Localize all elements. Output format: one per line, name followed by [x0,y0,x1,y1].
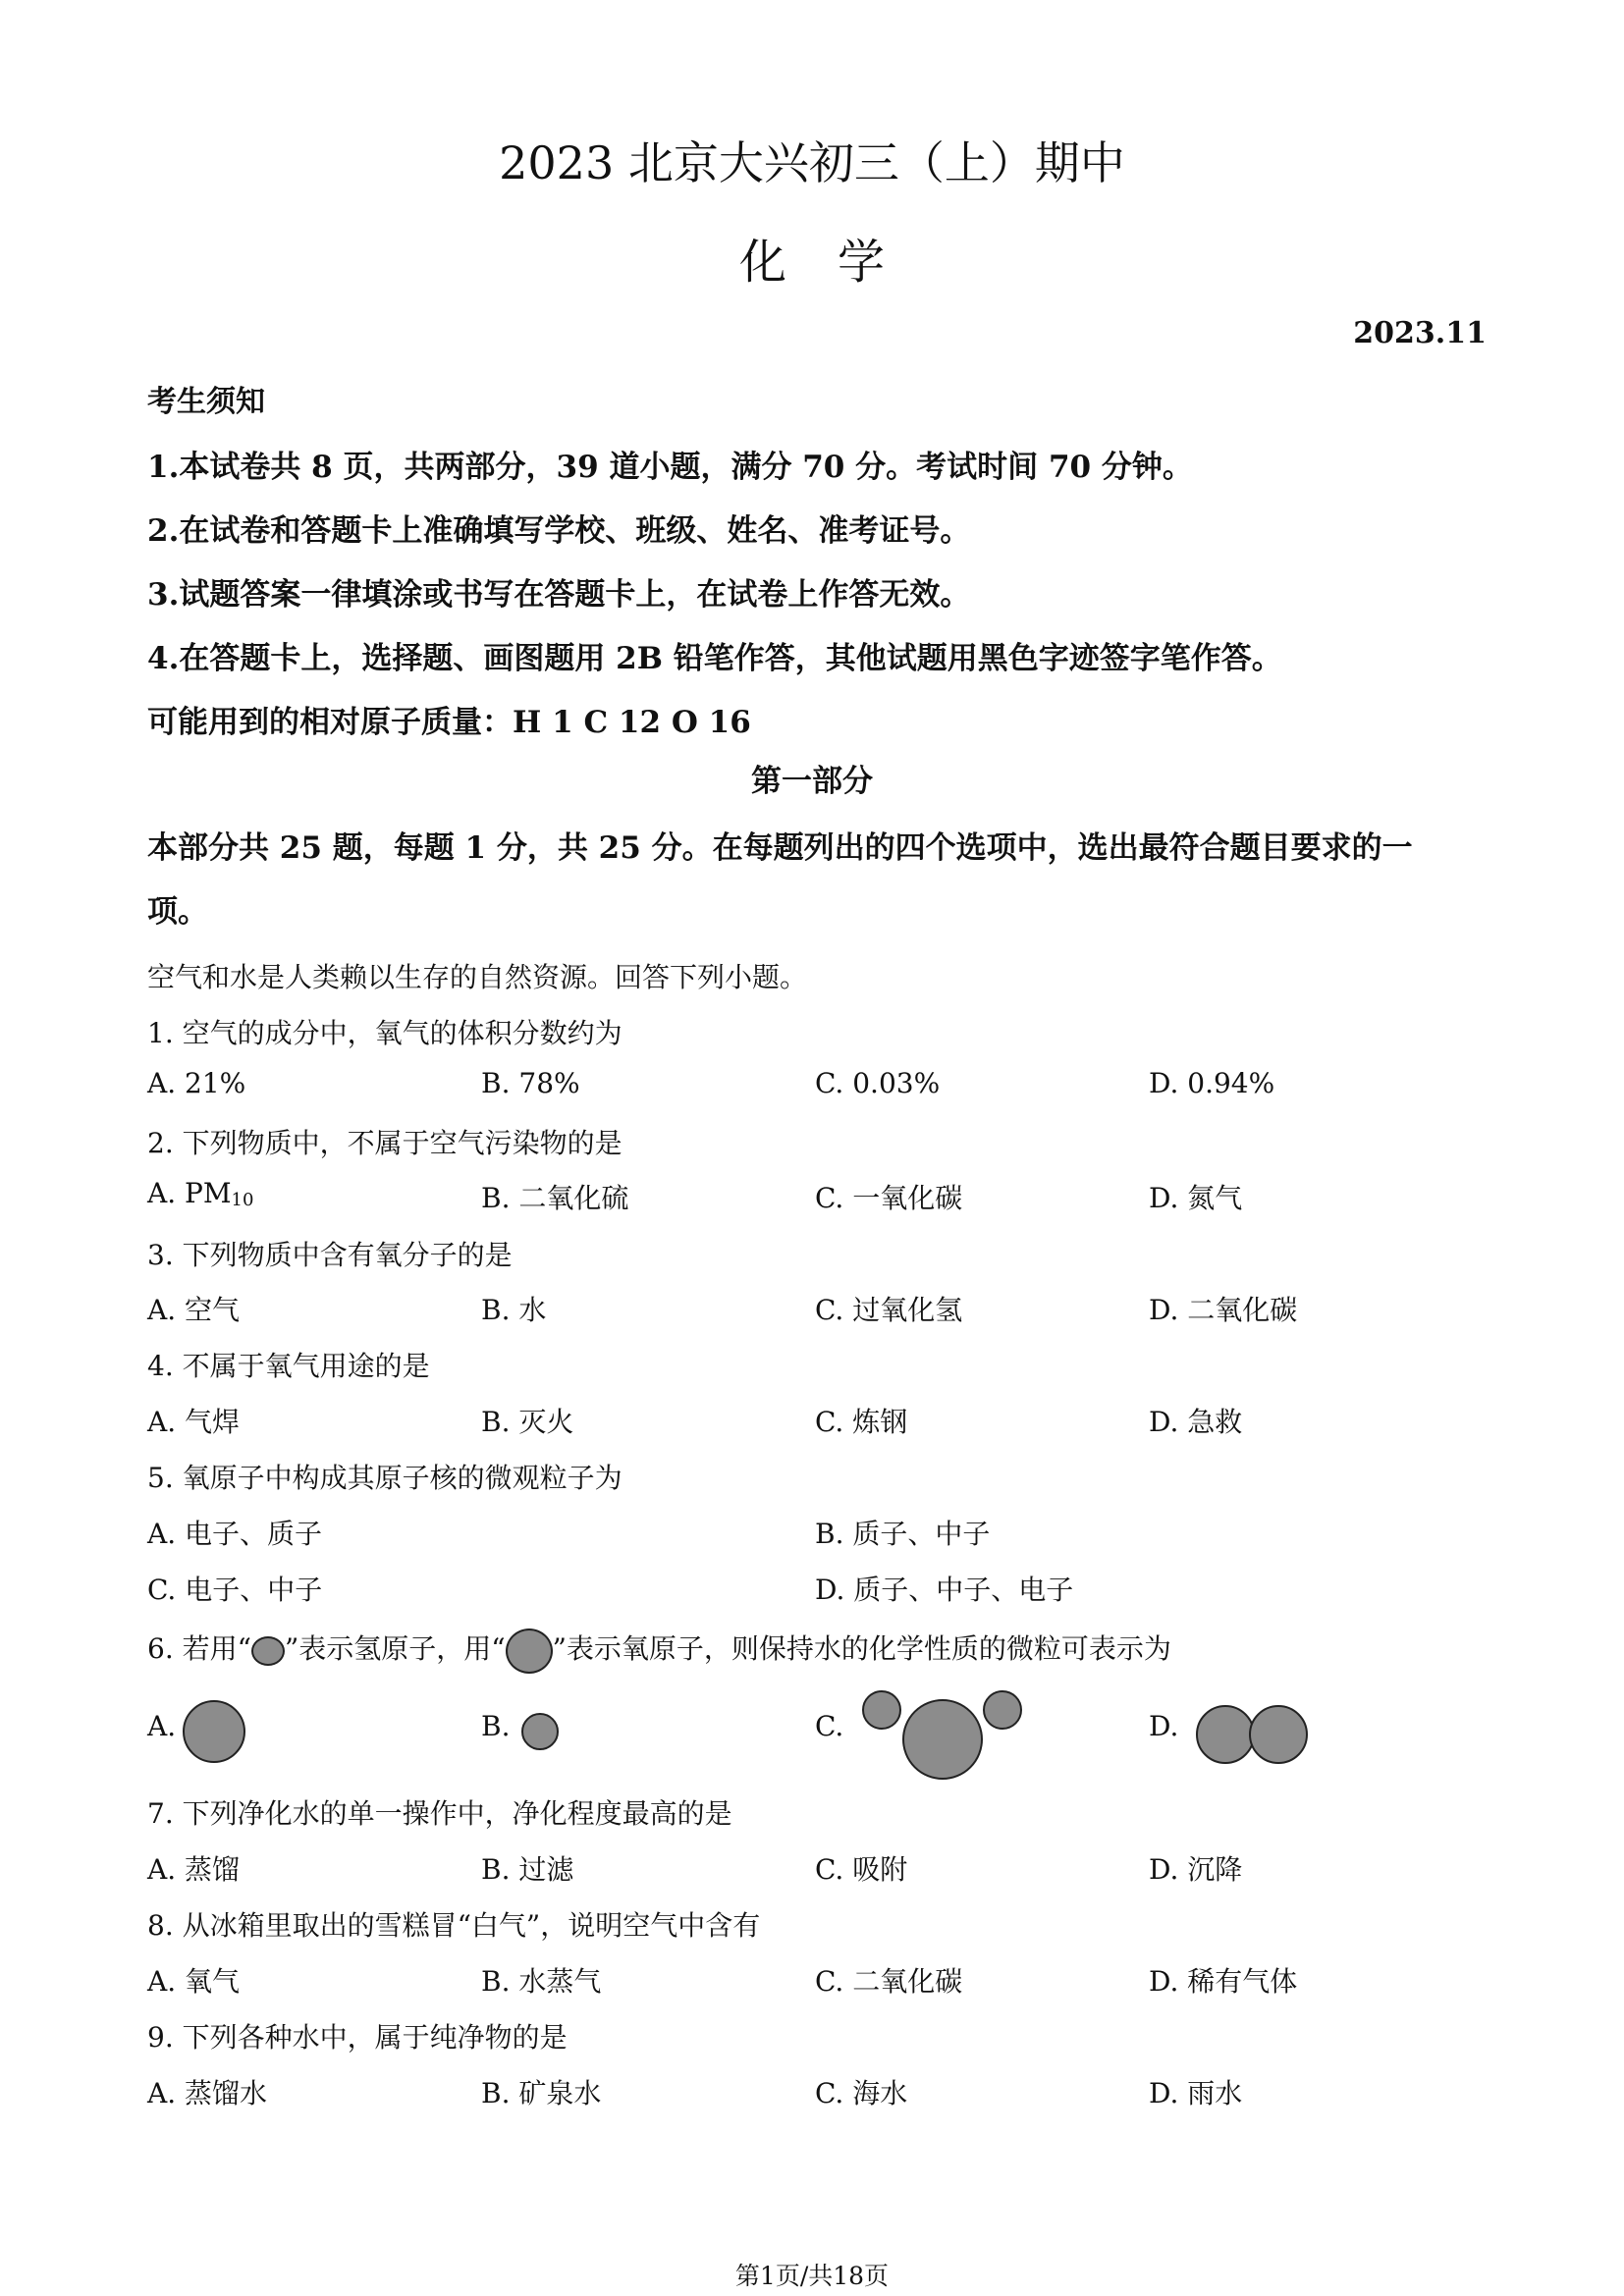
exam-title: 2023 北京大兴初三（上）期中 [499,136,1125,189]
question-8-option-b: B. 水蒸气 [481,1965,602,1998]
part-description-line2: 项。 [147,894,208,930]
question-2-option-d: D. 氮气 [1149,1182,1243,1214]
exam-date: 2023.11 [1353,316,1487,350]
question-1-option-d: D. 0.94% [1149,1067,1275,1099]
question-5-option-b: B. 质子、中子 [815,1518,991,1550]
question-7-option-a: A. 蒸馏 [147,1853,241,1886]
notice-heading: 考生须知 [147,385,265,419]
option-c-oxygen-atom [903,1700,982,1779]
question-5-option-d: D. 质子、中子、电子 [815,1574,1074,1606]
question-2-option-a: A. PM10 [147,1177,254,1210]
question-6-option-b-label: B. [481,1710,511,1742]
question-8-option-a: A. 氧气 [147,1965,241,1998]
question-4-option-a: A. 气焊 [147,1406,241,1438]
option-d-oxygen-atom-left [1197,1706,1254,1763]
question-9-option-a: A. 蒸馏水 [147,2077,268,2109]
option-b-hydrogen-atom [522,1714,558,1749]
option-a-oxygen-atom [184,1701,244,1762]
question-3-option-a: A. 空气 [147,1294,241,1326]
question-3-stem: 3. 下列物质中含有氧分子的是 [147,1239,513,1271]
question-7-option-d: D. 沉降 [1149,1853,1243,1886]
question-4-option-c: C. 炼钢 [815,1406,908,1438]
question-2-option-b: B. 二氧化硫 [481,1182,629,1214]
question-6-option-d-label: D. [1149,1710,1179,1742]
question-7-option-c: C. 吸附 [815,1853,908,1886]
question-9-stem: 9. 下列各种水中，属于纯净物的是 [147,2021,568,2054]
notice-item-2: 2.在试卷和答题卡上准确填写学校、班级、姓名、准考证号。 [147,513,971,549]
question-1-option-b: B. 78% [481,1067,580,1099]
question-8-option-c: C. 二氧化碳 [815,1965,963,1998]
question-8-stem: 8. 从冰箱里取出的雪糕冒“白气”，说明空气中含有 [147,1909,761,1942]
option-c-hydrogen-atom-left [863,1691,900,1729]
atomic-mass-line: 可能用到的相对原子质量：H 1 C 12 O 16 [147,705,751,740]
question-3-option-b: B. 水 [481,1294,547,1326]
question-5-option-c: C. 电子、中子 [147,1574,323,1606]
question-9-option-c: C. 海水 [815,2077,908,2109]
subject-title: 化学 [738,235,936,290]
question-4-option-d: D. 急救 [1149,1406,1243,1438]
subscript-10: 10 [231,1190,254,1210]
question-2-option-c: C. 一氧化碳 [815,1182,963,1214]
notice-item-3: 3.试题答案一律填涂或书写在答题卡上，在试卷上作答无效。 [147,577,971,613]
notice-item-1: 1.本试卷共 8 页，共两部分，39 道小题，满分 70 分。考试时间 70 分钟。 [147,450,1193,485]
question-3-option-d: D. 二氧化碳 [1149,1294,1298,1326]
question-5-stem: 5. 氧原子中构成其原子核的微观粒子为 [147,1462,623,1494]
section-intro: 空气和水是人类赖以生存的自然资源。回答下列小题。 [147,961,808,993]
question-7-option-b: B. 过滤 [481,1853,574,1886]
question-1-option-c: C. 0.03% [815,1067,941,1099]
question-5-option-a: A. 电子、质子 [147,1518,323,1550]
part-description-line1: 本部分共 25 题，每题 1 分，共 25 分。在每题列出的四个选项中，选出最符合题目要求的一 [147,830,1413,866]
notice-item-4: 4.在答题卡上，选择题、画图题用 2B 铅笔作答，其他试题用黑色字迹签字笔作答。 [147,641,1282,676]
question-6-option-a-label: A. [147,1710,177,1742]
question-1-stem: 1. 空气的成分中，氧气的体积分数约为 [147,1017,623,1049]
question-9-option-b: B. 矿泉水 [481,2077,602,2109]
option-d-oxygen-atom-right [1250,1706,1307,1763]
question-4-option-b: B. 灭火 [481,1406,574,1438]
question-6-option-c-label: C. [815,1710,844,1742]
question-9-option-d: D. 雨水 [1149,2077,1243,2109]
question-3-option-c: C. 过氧化氢 [815,1294,963,1326]
option-c-hydrogen-atom-right [984,1691,1021,1729]
question-7-stem: 7. 下列净化水的单一操作中，净化程度最高的是 [147,1797,732,1830]
question-8-option-d: D. 稀有气体 [1149,1965,1298,1998]
question-1-option-a: A. 21% [147,1067,246,1099]
question-4-stem: 4. 不属于氧气用途的是 [147,1350,430,1382]
question-6-stem: 6. 若用“ ”表示氢原子，用“ ”表示氧原子，则保持水的化学性质的微粒可表示为 [147,1628,1171,1674]
part-title: 第一部分 [751,764,873,799]
question-2-stem: 2. 下列物质中，不属于空气污染物的是 [147,1127,623,1159]
page-number: 第1页/共18页 [734,2262,890,2290]
